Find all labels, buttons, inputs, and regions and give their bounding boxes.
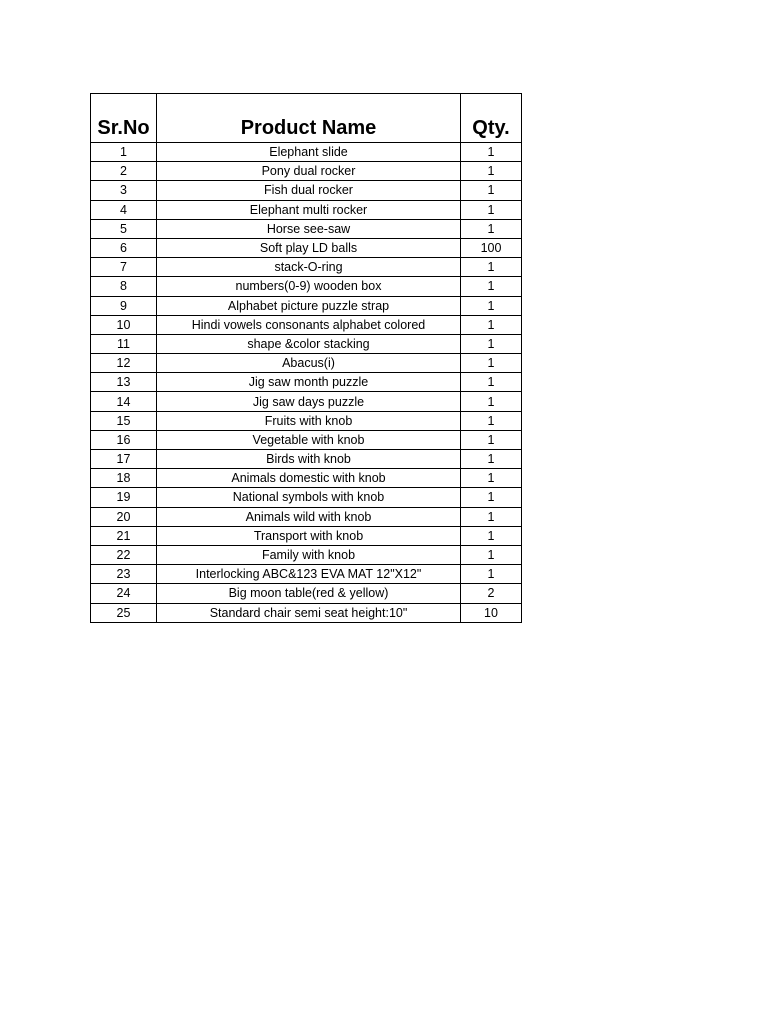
table-row (91, 565, 522, 584)
cell-product-name: Standard chair semi seat height:10" (157, 603, 461, 622)
cell-qty: 1 (461, 258, 522, 277)
table-row (91, 258, 522, 277)
cell-product-name: Jig saw month puzzle (157, 373, 461, 392)
cell-qty: 1 (461, 450, 522, 469)
cell-sr-no: 17 (91, 450, 157, 469)
cell-sr-no: 20 (91, 507, 157, 526)
cell-qty: 1 (461, 565, 522, 584)
cell-product-name: Horse see-saw (157, 219, 461, 238)
cell-sr-no: 12 (91, 354, 157, 373)
cell-sr-no: 11 (91, 334, 157, 353)
table-row (91, 488, 522, 507)
cell-qty: 1 (461, 162, 522, 181)
cell-qty: 1 (461, 200, 522, 219)
cell-sr-no: 25 (91, 603, 157, 622)
cell-qty: 1 (461, 469, 522, 488)
cell-product-name: Elephant slide (157, 143, 461, 162)
cell-qty: 1 (461, 334, 522, 353)
cell-product-name: Interlocking ABC&123 EVA MAT 12"X12" (157, 565, 461, 584)
cell-product-name: Animals domestic with knob (157, 469, 461, 488)
cell-qty: 1 (461, 430, 522, 449)
cell-qty: 1 (461, 354, 522, 373)
cell-product-name: Fruits with knob (157, 411, 461, 430)
cell-sr-no: 19 (91, 488, 157, 507)
table-row (91, 526, 522, 545)
cell-sr-no: 22 (91, 545, 157, 564)
header-sr-no: Sr.No (91, 94, 157, 143)
cell-qty: 1 (461, 507, 522, 526)
cell-qty: 100 (461, 238, 522, 257)
cell-product-name: Fish dual rocker (157, 181, 461, 200)
document-page (90, 93, 522, 623)
cell-qty: 1 (461, 411, 522, 430)
header-product-name: Product Name (157, 94, 461, 143)
cell-product-name: Vegetable with knob (157, 430, 461, 449)
cell-product-name: numbers(0-9) wooden box (157, 277, 461, 296)
table-row (91, 354, 522, 373)
cell-sr-no: 23 (91, 565, 157, 584)
table-row (91, 469, 522, 488)
product-table (90, 93, 522, 623)
cell-sr-no: 10 (91, 315, 157, 334)
table-row (91, 450, 522, 469)
cell-qty: 1 (461, 315, 522, 334)
cell-sr-no: 6 (91, 238, 157, 257)
table-row (91, 181, 522, 200)
cell-qty: 1 (461, 392, 522, 411)
table-row (91, 373, 522, 392)
table-row (91, 392, 522, 411)
cell-qty: 1 (461, 143, 522, 162)
cell-qty: 1 (461, 373, 522, 392)
cell-product-name: Big moon table(red & yellow) (157, 584, 461, 603)
cell-product-name: Jig saw days puzzle (157, 392, 461, 411)
cell-product-name: Soft play LD balls (157, 238, 461, 257)
cell-product-name: Animals wild with knob (157, 507, 461, 526)
cell-sr-no: 18 (91, 469, 157, 488)
table-row (91, 200, 522, 219)
header-qty: Qty. (461, 94, 522, 143)
cell-qty: 1 (461, 219, 522, 238)
cell-sr-no: 1 (91, 143, 157, 162)
cell-sr-no: 16 (91, 430, 157, 449)
cell-sr-no: 15 (91, 411, 157, 430)
cell-sr-no: 5 (91, 219, 157, 238)
cell-product-name: shape &color stacking (157, 334, 461, 353)
cell-sr-no: 13 (91, 373, 157, 392)
cell-product-name: Transport with knob (157, 526, 461, 545)
table-row (91, 143, 522, 162)
cell-qty: 1 (461, 488, 522, 507)
table-row (91, 411, 522, 430)
table-row (91, 219, 522, 238)
cell-qty: 1 (461, 545, 522, 564)
cell-product-name: National symbols with knob (157, 488, 461, 507)
cell-product-name: Birds with knob (157, 450, 461, 469)
cell-qty: 1 (461, 296, 522, 315)
cell-qty: 2 (461, 584, 522, 603)
table-row (91, 545, 522, 564)
cell-qty: 1 (461, 526, 522, 545)
cell-sr-no: 4 (91, 200, 157, 219)
cell-sr-no: 24 (91, 584, 157, 603)
cell-product-name: Elephant multi rocker (157, 200, 461, 219)
cell-product-name: Family with knob (157, 545, 461, 564)
table-row (91, 162, 522, 181)
table-row (91, 507, 522, 526)
cell-sr-no: 9 (91, 296, 157, 315)
header-row (91, 94, 522, 143)
cell-sr-no: 21 (91, 526, 157, 545)
cell-sr-no: 8 (91, 277, 157, 296)
cell-qty: 10 (461, 603, 522, 622)
table-row (91, 584, 522, 603)
cell-product-name: Pony dual rocker (157, 162, 461, 181)
cell-product-name: Alphabet picture puzzle strap (157, 296, 461, 315)
cell-sr-no: 3 (91, 181, 157, 200)
cell-sr-no: 14 (91, 392, 157, 411)
cell-product-name: stack-O-ring (157, 258, 461, 277)
cell-product-name: Abacus(i) (157, 354, 461, 373)
cell-sr-no: 7 (91, 258, 157, 277)
table-row (91, 430, 522, 449)
cell-sr-no: 2 (91, 162, 157, 181)
cell-product-name: Hindi vowels consonants alphabet colored (157, 315, 461, 334)
table-row (91, 277, 522, 296)
table-row (91, 315, 522, 334)
table-row (91, 296, 522, 315)
cell-qty: 1 (461, 181, 522, 200)
table-row (91, 238, 522, 257)
table-row (91, 334, 522, 353)
cell-qty: 1 (461, 277, 522, 296)
table-row (91, 603, 522, 622)
